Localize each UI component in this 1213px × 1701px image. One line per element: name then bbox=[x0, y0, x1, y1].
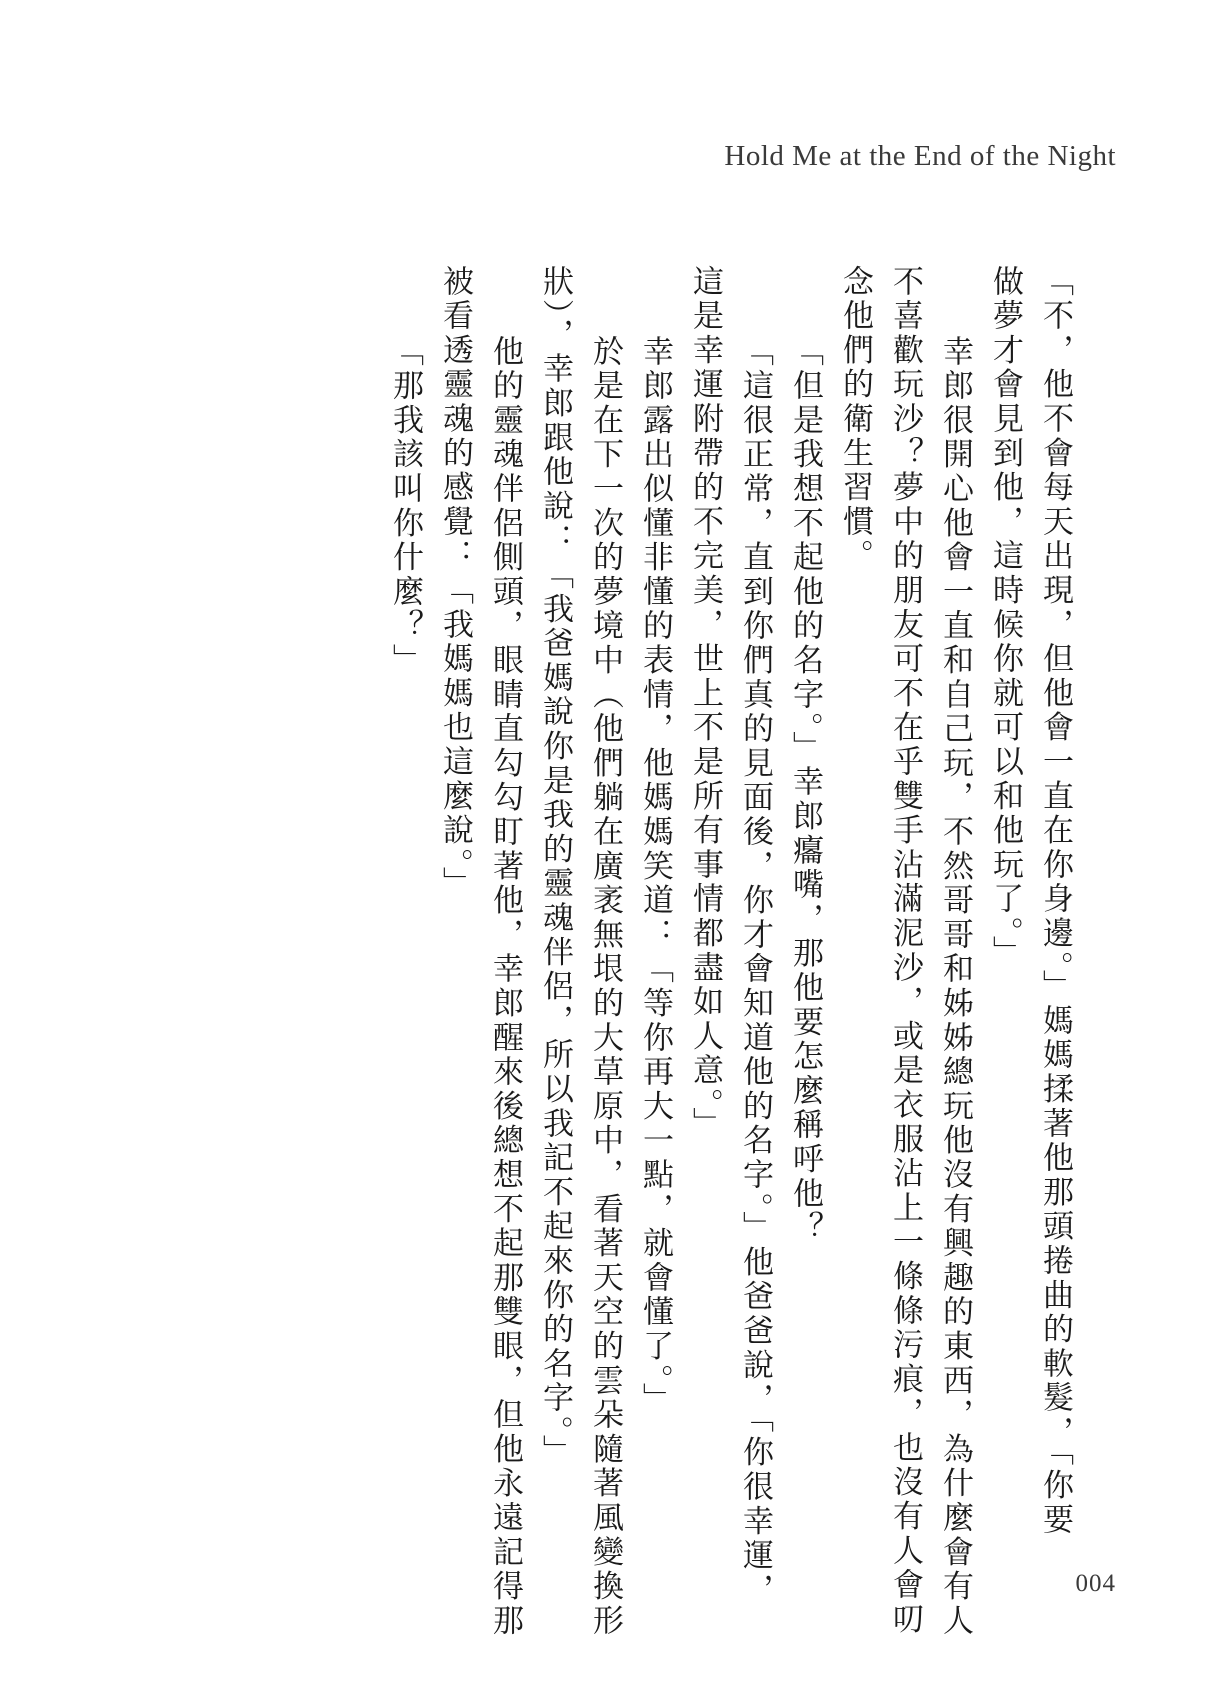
text-line: 「這很正常，直到你們真的見面後，你才會知道他的名字。」他爸爸說，「你很幸運， bbox=[737, 335, 773, 1608]
text-line: 「那我該叫你什麼？」 bbox=[387, 335, 423, 678]
text-line: 於是在下一次的夢境中（他們躺在廣袤無垠的大草原中，看著天空的雲朵隨著風變換形 bbox=[587, 335, 623, 1639]
text-line: 被看透靈魂的感覺：「我媽媽也這麼說。」 bbox=[437, 265, 473, 902]
text-line: 「不，他不會每天出現，但他會一直在你身邊。」媽媽揉著他那頭捲曲的軟髮，「你要 bbox=[1037, 265, 1073, 1538]
body-text bbox=[193, 265, 1073, 1639]
text-line: 做夢才會見到他，這時候你就可以和他玩了。」 bbox=[987, 265, 1023, 970]
text-line: 念他們的衛生習慣。 bbox=[837, 265, 873, 574]
text-line: 不喜歡玩沙？夢中的朋友可不在乎雙手沾滿泥沙，或是衣服沾上一條條污痕，也沒有人會叨 bbox=[887, 265, 923, 1637]
text-line: 幸郎很開心他會一直和自己玩，不然哥哥和姊姊總玩他沒有興趣的東西，為什麼會有人 bbox=[937, 335, 973, 1639]
text-line: 狀），幸郎跟他說：「我爸媽說你是我的靈魂伴侶，所以我記不起來你的名字。」 bbox=[537, 265, 573, 1469]
running-header: Hold Me at the End of the Night bbox=[724, 140, 1116, 172]
page-number: 004 bbox=[1075, 1570, 1116, 1597]
text-line: 「但是我想不起他的名字。」幸郎癟嘴，那他要怎麼稱呼他？ bbox=[787, 335, 823, 1246]
text-line: 幸郎露出似懂非懂的表情，他媽媽笑道：「等你再大一點，就會懂了。」 bbox=[637, 335, 673, 1418]
text-line: 他的靈魂伴侶側頭，眼睛直勾勾盯著他，幸郎醒來後總想不起那雙眼，但他永遠記得那 bbox=[487, 335, 523, 1639]
text-line: 這是幸運附帶的不完美，世上不是所有事情都盡如人意。」 bbox=[687, 265, 723, 1142]
